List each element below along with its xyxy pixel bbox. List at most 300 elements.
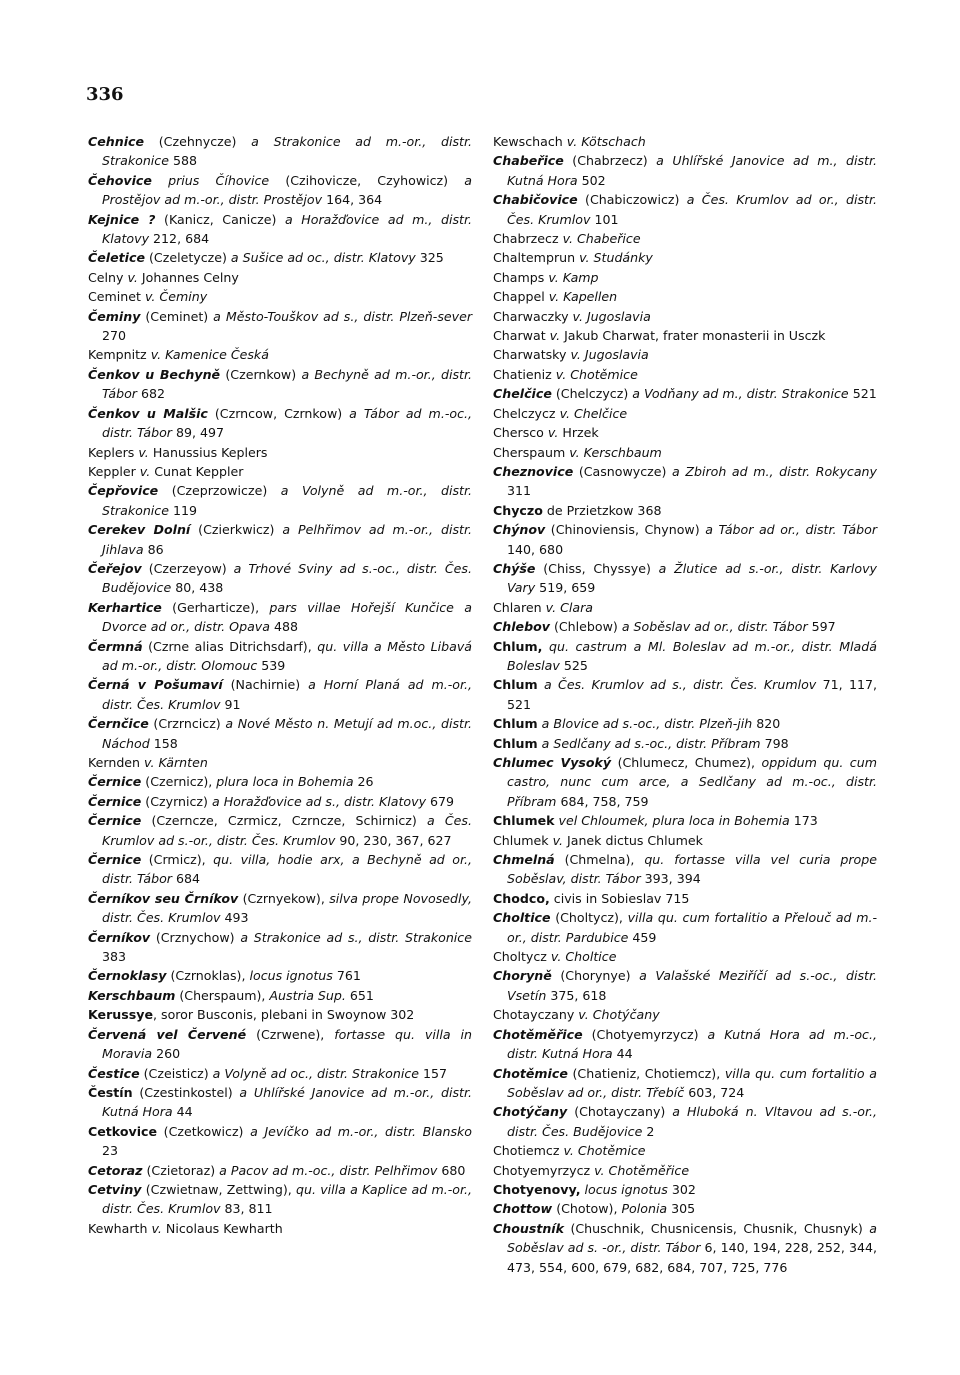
entry-headword: Chlaren bbox=[493, 599, 546, 615]
entry-text: 44 bbox=[172, 1104, 193, 1120]
entry-text: (Crzrncicz) bbox=[148, 716, 226, 732]
entry-text: 679 bbox=[426, 793, 455, 809]
entry-headword: Kernden bbox=[88, 755, 145, 770]
index-entry bbox=[88, 966, 472, 985]
entry-text: 325 bbox=[415, 250, 444, 266]
entry-text: 459 bbox=[628, 929, 657, 945]
index-entry bbox=[88, 1161, 472, 1180]
index-entry bbox=[88, 772, 472, 791]
index-entry bbox=[493, 831, 877, 850]
entry-text: a Žlutice ad s.-or., distr. Karlovy Vary bbox=[507, 560, 877, 596]
entry-headword: Chodco, bbox=[493, 890, 550, 906]
index-entry bbox=[493, 1102, 877, 1141]
entry-text: (Czernicz), bbox=[141, 774, 217, 790]
entry-text: Cunat Keppler bbox=[150, 463, 244, 479]
index-entry bbox=[88, 1122, 472, 1161]
entry-text: 680 bbox=[437, 1162, 466, 1178]
entry-headword: Chlum bbox=[493, 677, 538, 693]
index-entry bbox=[88, 365, 472, 404]
entry-headword: Chotěmice bbox=[493, 1065, 568, 1081]
index-entry bbox=[493, 617, 877, 636]
entry-headword: Chottow bbox=[493, 1201, 553, 1217]
entry-text: qu. villa, hodie arx, a Bechyně ad or., distr. Tábor bbox=[102, 852, 472, 887]
entry-text: a Soběslav ad or., distr. Tábor bbox=[621, 619, 808, 635]
entry-text: v. Kötschach bbox=[566, 134, 646, 149]
index-entry bbox=[493, 889, 877, 908]
entry-text: , soror Busconis, plebani in Swoynow 302 bbox=[153, 1007, 415, 1023]
entry-text: (Czrnoklas), bbox=[166, 968, 250, 984]
entry-headword: Chýše bbox=[493, 560, 536, 576]
index-entry bbox=[88, 986, 472, 1005]
entry-headword: Champs bbox=[493, 269, 549, 285]
index-entry bbox=[493, 1141, 877, 1160]
index-entry bbox=[88, 792, 472, 811]
entry-text: oppidum qu. cum castro, nunc cum arce, a Sedlčany ad m.-oc., distr. Příbram bbox=[507, 755, 877, 809]
entry-headword: Chabičovice bbox=[493, 192, 578, 208]
entry-text: (Gerharticze), bbox=[161, 599, 270, 615]
entry-text: a Horažďovice ad s., distr. Klatovy bbox=[211, 793, 427, 809]
index-entry bbox=[88, 268, 472, 287]
entry-text: 23 bbox=[102, 1143, 119, 1159]
index-entry bbox=[88, 753, 472, 772]
entry-text: 798 bbox=[760, 735, 789, 751]
entry-text: v. bbox=[127, 269, 138, 285]
entry-headword: Černá v Pošumaví bbox=[88, 677, 223, 693]
index-entry bbox=[88, 171, 472, 210]
entry-text: (Czeletycze) bbox=[145, 250, 231, 266]
entry-text: 393, 394 bbox=[640, 871, 701, 887]
entry-headword: Čeřejov bbox=[88, 560, 142, 576]
entry-text: 91 bbox=[220, 696, 241, 712]
entry-headword: Čeminy bbox=[88, 308, 141, 324]
entry-headword: Cetviny bbox=[88, 1181, 142, 1197]
entry-text: 684 bbox=[171, 871, 201, 887]
entry-text: 597 bbox=[807, 619, 836, 635]
index-entry bbox=[493, 908, 877, 947]
entry-text: (Chinoviensis, Chynow) bbox=[545, 522, 706, 538]
index-entry bbox=[88, 481, 472, 520]
entry-text: v. Kärnten bbox=[144, 755, 208, 770]
entry-text: vel Chloumek, plura loca in Bohemia bbox=[554, 813, 790, 829]
entry-text: v. Chelčice bbox=[559, 405, 628, 421]
entry-headword: Chotiemcz bbox=[493, 1143, 564, 1159]
entry-text: 302 bbox=[667, 1181, 696, 1197]
entry-headword: Chlum, bbox=[493, 638, 543, 654]
entry-headword: Čenkov u Malšic bbox=[88, 405, 208, 421]
index-entry bbox=[493, 1180, 877, 1199]
entry-text: (Chelczycz) bbox=[551, 386, 633, 402]
entry-text: v. Čeminy bbox=[144, 289, 208, 305]
entry-text: a Hluboká n. Vltavou ad s.-or., distr. Čes. Budějovice bbox=[507, 1104, 878, 1139]
entry-text: 90, 230, 367, 627 bbox=[335, 832, 452, 848]
entry-text: 488 bbox=[269, 619, 299, 635]
entry-headword: Čestice bbox=[88, 1065, 140, 1081]
entry-text: Nicolaus Kewharth bbox=[161, 1220, 283, 1236]
index-entry bbox=[493, 559, 877, 598]
index-entry bbox=[493, 753, 877, 811]
entry-text: (Czerzeyow) bbox=[141, 560, 234, 576]
entry-text: v. Jugoslavia bbox=[570, 347, 649, 363]
entry-text: (Czehnycze) bbox=[144, 134, 252, 149]
entry-text: fortasse qu. villa in Moravia bbox=[102, 1026, 472, 1062]
index-entry bbox=[493, 501, 877, 520]
entry-text: Jakub Charwat, frater monasterii in Usczk bbox=[560, 328, 826, 344]
index-entry bbox=[88, 1005, 472, 1024]
entry-text: 539 bbox=[257, 657, 286, 673]
entry-headword: Chyczo bbox=[493, 502, 543, 518]
index-entry bbox=[493, 520, 877, 559]
index-entry bbox=[493, 151, 877, 190]
index-entry bbox=[493, 307, 877, 326]
entry-text: Austria Sup. bbox=[269, 987, 346, 1003]
index-entry bbox=[88, 1064, 472, 1083]
entry-text: 525 bbox=[559, 657, 588, 673]
entry-headword: Choryně bbox=[493, 968, 552, 984]
entry-headword: Chappel bbox=[493, 289, 549, 305]
entry-headword: Černíkov seu Črníkov bbox=[88, 890, 239, 906]
index-entry bbox=[493, 1005, 877, 1024]
entry-text: 519, 659 bbox=[535, 580, 596, 596]
entry-text: v. Studánky bbox=[579, 250, 653, 266]
entry-text: a Bechyně ad m.-or., distr. Tábor bbox=[102, 366, 473, 402]
entry-headword: Čeletice bbox=[88, 250, 145, 266]
entry-text: v. Kamp bbox=[548, 269, 599, 285]
entry-text: a Jevíčko ad m.-or., distr. Blansko bbox=[250, 1123, 472, 1139]
entry-headword: Černíkov bbox=[88, 929, 151, 945]
index-entry bbox=[493, 365, 877, 384]
entry-text: 493 bbox=[220, 910, 249, 926]
index-entry bbox=[88, 1180, 472, 1219]
index-entry bbox=[88, 248, 472, 267]
entry-text: 89, 497 bbox=[171, 425, 225, 441]
entry-text: a Tábor ad m.-oc., distr. Tábor bbox=[102, 405, 472, 441]
entry-text: a Čes. Krumlov ad s., distr. Čes. Krumlov bbox=[537, 677, 817, 693]
index-entry bbox=[88, 714, 472, 753]
entry-text: 44 bbox=[612, 1046, 633, 1062]
index-entry bbox=[493, 637, 877, 676]
entry-text: (Czyrnicz) bbox=[141, 793, 212, 809]
entry-headword: Čehovice bbox=[88, 172, 152, 188]
entry-text: (Casnowycze) bbox=[573, 463, 673, 479]
index-entry bbox=[493, 1161, 877, 1180]
entry-headword: Chatieniz bbox=[493, 366, 556, 382]
entry-headword: Černčice bbox=[88, 716, 149, 732]
index-entry bbox=[88, 928, 472, 967]
entry-headword: Chotýčany bbox=[493, 1104, 568, 1120]
entry-text: a Soběslav ad s. -or., distr. Tábor bbox=[507, 1220, 877, 1256]
entry-headword: Černice bbox=[88, 852, 142, 868]
entry-text: a Nové Město n. Metují ad m.oc., distr. Náchod bbox=[102, 716, 472, 751]
entry-text: 761 bbox=[332, 968, 361, 984]
index-entry bbox=[493, 287, 877, 306]
entry-headword: Cherspaum bbox=[493, 444, 570, 460]
entry-headword: Čenkov u Bechyně bbox=[88, 366, 221, 382]
entry-text: (Crznychow) bbox=[150, 929, 241, 945]
entry-headword: Choltice bbox=[493, 910, 551, 926]
entry-text: 173 bbox=[789, 813, 818, 829]
entry-text: (Chuschnik, Chusnicensis, Chusnik, Chusnyk) bbox=[564, 1220, 870, 1236]
entry-text: plura loca in Bohemia bbox=[216, 774, 354, 790]
entry-headword: Ceminet bbox=[88, 289, 145, 305]
entry-headword: Kempnitz bbox=[88, 347, 151, 363]
entry-headword: Chabrzecz bbox=[493, 231, 563, 247]
entry-text: 101 bbox=[590, 211, 619, 227]
entry-text: (Czernkow) bbox=[220, 366, 302, 382]
entry-text: v. Kerschbaum bbox=[569, 444, 662, 460]
entry-text: a Blovice ad s.-oc., distr. Plzeň-jih bbox=[537, 716, 753, 732]
entry-text: a Horažďovice ad m., distr. Klatovy bbox=[102, 211, 472, 247]
entry-headword: Černice bbox=[88, 774, 142, 790]
index-entry bbox=[88, 1219, 472, 1238]
entry-text: v. Kapellen bbox=[548, 289, 618, 305]
entry-headword: Čepřovice bbox=[88, 483, 159, 499]
entry-text: 502 bbox=[577, 172, 606, 188]
entry-text: (Chotayczany) bbox=[567, 1104, 673, 1120]
index-entry bbox=[493, 190, 877, 229]
entry-text: v. Chotěmice bbox=[555, 366, 638, 382]
entry-text: 157 bbox=[419, 1065, 448, 1081]
entry-headword: Charwaczky bbox=[493, 308, 573, 324]
entry-text: 212, 684 bbox=[149, 231, 210, 247]
entry-headword: Chelčice bbox=[493, 386, 552, 402]
index-entry bbox=[493, 1025, 877, 1064]
entry-headword: Cehnice bbox=[88, 134, 145, 149]
entry-text: (Choltycz), bbox=[550, 910, 628, 926]
entry-headword: Celny bbox=[88, 269, 128, 285]
entry-text: (Czestinkostel) bbox=[132, 1084, 240, 1100]
index-entry bbox=[493, 811, 877, 830]
entry-headword: Chersco bbox=[493, 425, 548, 441]
entry-text: a Volyně ad m.-or., distr. Strakonice bbox=[102, 483, 472, 518]
entry-headword: Chlebov bbox=[493, 619, 550, 635]
index-entry bbox=[493, 423, 877, 442]
entry-text: silva prope Novosedly, distr. Čes. Krumlov bbox=[102, 890, 472, 926]
entry-text: villa qu. cum fortalitio a Soběslav ad or., distr. Třebíč bbox=[507, 1065, 877, 1100]
index-entry bbox=[493, 1199, 877, 1218]
entry-text: (Chorynye) bbox=[551, 968, 640, 984]
entry-text: 651 bbox=[345, 987, 374, 1003]
entry-text: (Czwietnaw, Zettwing), bbox=[141, 1181, 296, 1197]
entry-text: (Chmelna), bbox=[554, 852, 645, 868]
entry-headword: Chotyenovy, bbox=[493, 1181, 581, 1197]
entry-text: a Vodňany ad m., distr. Strakonice bbox=[632, 386, 849, 402]
entry-text: v. Clara bbox=[545, 599, 593, 615]
entry-text: 83, 811 bbox=[220, 1201, 273, 1217]
entry-headword: Černice bbox=[88, 813, 142, 829]
entry-text: (Ceminet) bbox=[140, 308, 214, 324]
entry-text: 375, 618 bbox=[546, 987, 607, 1003]
entry-headword: Červená vel Červené bbox=[88, 1026, 247, 1042]
entry-text: 588 bbox=[168, 153, 198, 169]
index-entry bbox=[493, 384, 877, 403]
index-entry bbox=[88, 307, 472, 346]
entry-text: 684, 758, 759 bbox=[556, 793, 649, 809]
entry-text: v. Chotěměřice bbox=[594, 1162, 690, 1178]
entry-text: a Strakonice ad s., distr. Strakonice bbox=[240, 929, 472, 945]
entry-text: a Pelhřimov ad m.-or., distr. Jihlava bbox=[102, 522, 472, 557]
entry-text: a Uhlířské Janovice ad m., distr. Kutná Hora bbox=[507, 153, 878, 188]
index-entry bbox=[88, 889, 472, 928]
index-entry bbox=[493, 714, 877, 733]
entry-headword: Chotyemyrzycz bbox=[493, 1162, 595, 1178]
entry-headword: Chaltemprun bbox=[493, 250, 580, 266]
entry-text: civis in Sobieslav 715 bbox=[549, 890, 690, 906]
entry-text: Hanussius Keplers bbox=[148, 444, 268, 460]
entry-headword: Keppler bbox=[88, 463, 140, 479]
entry-text: v. Chotěmice bbox=[563, 1143, 646, 1159]
entry-headword: Cetoraz bbox=[88, 1162, 143, 1178]
entry-text: a Prostějov ad m.-or., distr. Prostějov bbox=[102, 172, 472, 208]
entry-text: 820 bbox=[752, 716, 781, 732]
index-entry bbox=[493, 675, 877, 714]
entry-text: a Uhlířské Janovice ad m.-or., distr. Kutná Hora bbox=[102, 1084, 472, 1120]
entry-text: v. Kamenice Česká bbox=[150, 347, 269, 363]
index-entry bbox=[88, 443, 472, 462]
entry-headword: Kejnice ? bbox=[88, 211, 156, 227]
entry-text: qu. villa a Město Libavá ad m.-or., distr. Olomouc bbox=[102, 638, 472, 673]
entry-text: 71, 117, 521 bbox=[507, 677, 877, 712]
index-entry bbox=[88, 210, 472, 249]
entry-headword: Chýnov bbox=[493, 522, 546, 538]
index-entry bbox=[493, 598, 877, 617]
entry-headword: Chlumek bbox=[493, 832, 553, 848]
entry-headword: Kerschbaum bbox=[88, 987, 176, 1003]
index-entry bbox=[88, 520, 472, 559]
entry-text: (Chiss, Chyssye) bbox=[535, 560, 659, 576]
entry-text: a Pacov ad m.-oc., distr. Pelhřimov bbox=[219, 1162, 438, 1178]
entry-text: (Chotyemyrzycz) bbox=[582, 1026, 708, 1042]
index-entry bbox=[493, 326, 877, 345]
entry-text: villa qu. cum fortalitio a Přelouč ad m.-or., distr. Pardubice bbox=[507, 910, 878, 945]
entry-text: qu. villa a Kaplice ad m.-or., distr. Čes. Krumlov bbox=[102, 1181, 472, 1217]
index-entry bbox=[88, 462, 472, 481]
entry-text: a Trhové Sviny ad s.-oc., distr. Čes. Budějovice bbox=[102, 560, 472, 596]
entry-text: (Czierkwicz) bbox=[190, 522, 283, 538]
entry-text: 383 bbox=[102, 949, 127, 965]
entry-text: a Čes. Krumlov ad s.-or., distr. Čes. Krumlov bbox=[102, 813, 472, 848]
entry-headword: Chlumek bbox=[493, 813, 555, 829]
entry-text: a Valašské Meziříčí ad s.-oc., distr. Vsetín bbox=[507, 968, 877, 1003]
entry-text: (Czeisticz) bbox=[139, 1065, 213, 1081]
entry-text: v. Chotýčany bbox=[578, 1007, 660, 1023]
entry-text: (Chlebow) bbox=[549, 619, 622, 635]
entry-text: (Czietoraz) bbox=[142, 1162, 220, 1178]
entry-text: 270 bbox=[102, 328, 127, 344]
entry-headword: Keplers bbox=[88, 444, 139, 460]
index-entry bbox=[88, 811, 472, 850]
index-entry bbox=[88, 598, 472, 637]
entry-text: 80, 438 bbox=[171, 580, 224, 596]
index-entry bbox=[88, 850, 472, 889]
entry-headword: Chelczycz bbox=[493, 405, 560, 421]
entry-text: a Tábor ad or., distr. Tábor bbox=[705, 522, 877, 538]
index-entry bbox=[88, 675, 472, 714]
entry-text: (Nachirnie) bbox=[222, 677, 309, 693]
entry-headword: Chmelná bbox=[493, 852, 555, 868]
entry-text: v. bbox=[139, 463, 151, 479]
entry-text: 6, 140, 194, 228, 252, 344, 473, 554, 600, 679, 682, 684, 707, 725, 776 bbox=[507, 1240, 877, 1275]
entry-text: 2 bbox=[642, 1123, 655, 1139]
entry-text: 305 bbox=[667, 1201, 696, 1217]
entry-text: a Kutná Hora ad m.-oc., distr. Kutná Hora bbox=[507, 1026, 877, 1062]
entry-text: a Horní Planá ad m.-or., distr. Čes. Krumlov bbox=[102, 677, 472, 712]
index-entry bbox=[493, 268, 877, 287]
entry-text: 158 bbox=[149, 735, 178, 751]
index-entry bbox=[493, 229, 877, 248]
entry-headword: Charwat bbox=[493, 328, 550, 344]
entry-text: v. Chabeřice bbox=[562, 231, 641, 247]
entry-headword: Chlum bbox=[493, 716, 538, 732]
entry-headword: Kewschach bbox=[493, 134, 567, 149]
entry-text: a Zbiroh ad m., distr. Rokycany bbox=[672, 463, 877, 479]
entry-text: a Sušice ad oc., distr. Klatovy bbox=[230, 250, 416, 266]
entry-text: (Czrwene), bbox=[246, 1026, 335, 1042]
entry-headword: Chotěměřice bbox=[493, 1026, 583, 1042]
entry-headword: Cheznovice bbox=[493, 463, 574, 479]
index-entry bbox=[88, 345, 472, 364]
entry-text: v. bbox=[547, 425, 559, 441]
entry-headword: Charwatsky bbox=[493, 347, 571, 363]
entry-text: Janek dictus Chlumek bbox=[563, 832, 703, 848]
entry-text: (Crmicz), bbox=[141, 852, 214, 868]
entry-headword: Černoklasy bbox=[88, 968, 167, 984]
entry-text: 86 bbox=[143, 541, 164, 557]
entry-text: (Czihovicze, Czyhowicz) bbox=[269, 172, 465, 188]
entry-headword: Čestín bbox=[88, 1084, 133, 1100]
entry-text: (Cherspaum), bbox=[175, 987, 270, 1003]
entry-text: (Czrncow, Czrnkow) bbox=[207, 405, 350, 421]
entry-text: 119 bbox=[168, 502, 198, 518]
entry-text: a Strakonice ad m.-or., distr. Strakonice bbox=[102, 134, 473, 169]
index-entry bbox=[493, 734, 877, 753]
entry-text: (Czerncze, Czrmicz, Czrncze, Schirnicz) bbox=[141, 813, 427, 829]
entry-text: (Chabiczowicz) bbox=[577, 192, 687, 208]
index-entry bbox=[88, 287, 472, 306]
index-entry bbox=[88, 404, 472, 443]
entry-text: v. bbox=[552, 832, 564, 848]
index-entry bbox=[88, 1025, 472, 1064]
entry-text: 26 bbox=[353, 774, 374, 790]
entry-headword: Kerussye bbox=[88, 1007, 153, 1023]
entry-text: 603, 724 bbox=[684, 1084, 745, 1100]
entry-text: pars villae Hořejší Kunčice a Dvorce ad or., distr. Opava bbox=[102, 599, 472, 635]
entry-text: Johannes Celny bbox=[137, 269, 239, 285]
entry-text: (Czeprzowicze) bbox=[158, 483, 281, 499]
entry-headword: Cerekev Dolní bbox=[88, 522, 191, 538]
entry-text: qu. fortasse villa vel curia prope Soběslav, distr. Tábor bbox=[507, 852, 878, 887]
entry-text: prius Číhovice bbox=[151, 172, 270, 188]
index-entry bbox=[493, 248, 877, 267]
entry-headword: Choltycz bbox=[493, 949, 551, 965]
entry-text: (Czrne alias Ditrichsdarf), bbox=[142, 638, 318, 654]
entry-text: 140, 680 bbox=[507, 541, 564, 557]
entry-text: v. bbox=[549, 328, 561, 344]
entry-headword: Choustník bbox=[493, 1220, 564, 1236]
entry-text: 260 bbox=[152, 1046, 181, 1062]
entry-text: (Czetkowicz) bbox=[157, 1123, 251, 1139]
entry-headword: Čermná bbox=[88, 638, 143, 654]
entry-text: de Przietzkow 368 bbox=[542, 502, 662, 518]
entry-headword: Černice bbox=[88, 793, 142, 809]
index-entry bbox=[493, 947, 877, 966]
entry-text: 164, 364 bbox=[322, 192, 383, 208]
entry-headword: Chabeřice bbox=[493, 153, 564, 169]
entry-headword: Kerhartice bbox=[88, 599, 162, 615]
entry-text: v. Jugoslavia bbox=[572, 308, 651, 324]
entry-text: (Chabrzecz) bbox=[563, 153, 657, 169]
entry-text: (Chatieniz, Chotiemcz), bbox=[567, 1065, 725, 1081]
entry-text: (Czrnyekow), bbox=[238, 890, 330, 906]
